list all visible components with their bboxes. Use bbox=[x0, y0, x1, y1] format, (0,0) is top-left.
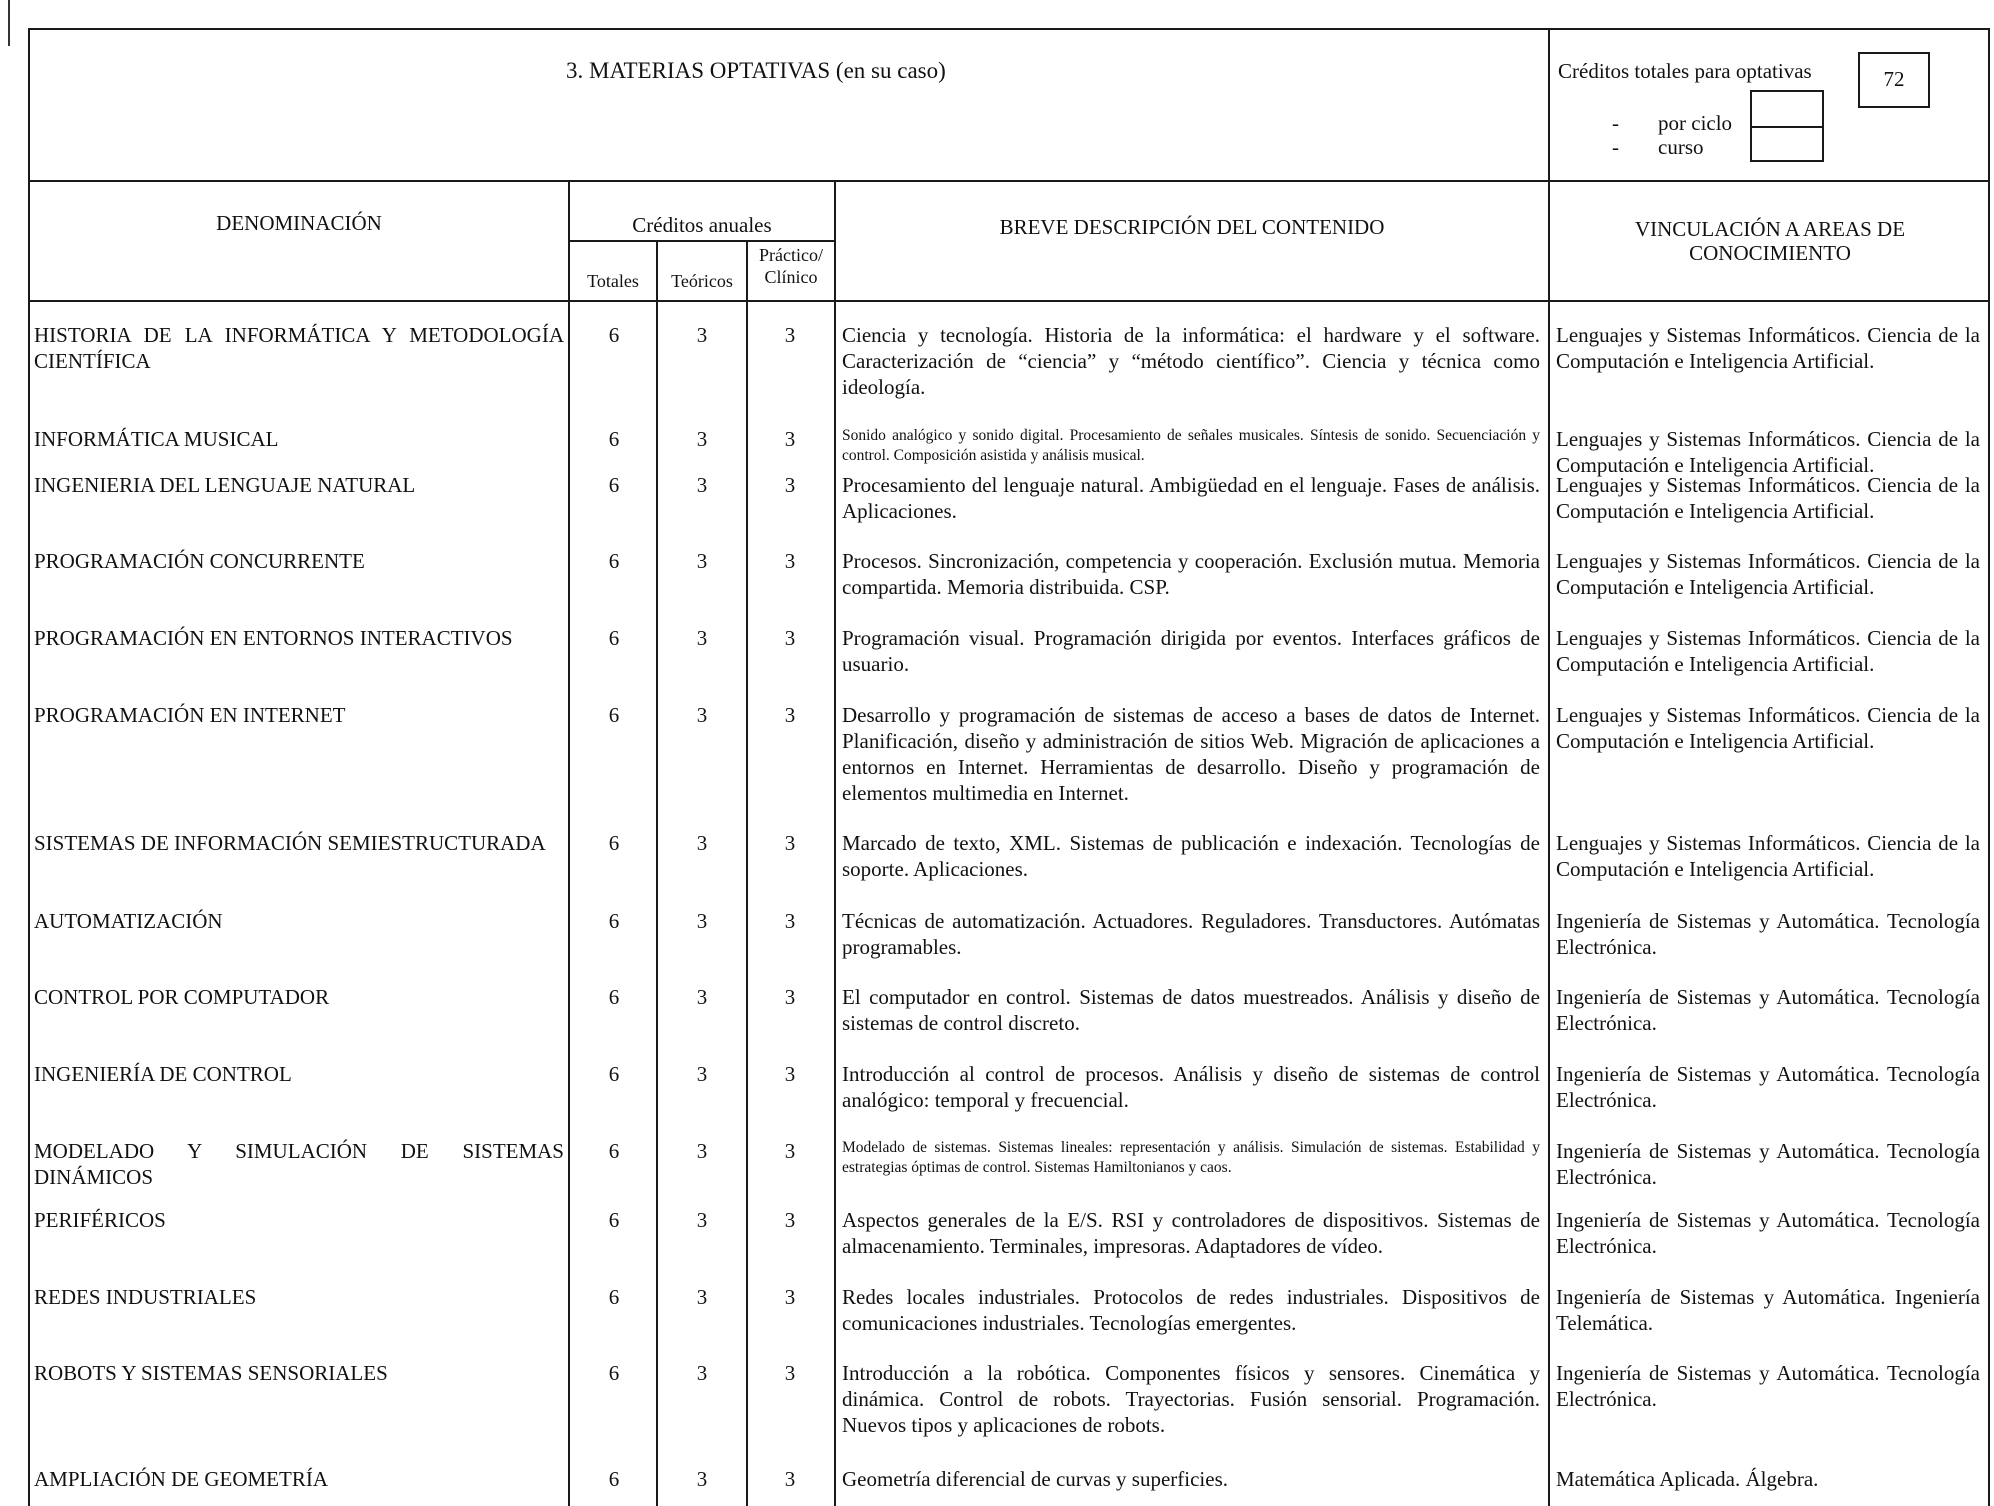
col-creditos-anuales: Créditos anuales bbox=[632, 213, 772, 237]
margin-mark bbox=[8, 0, 10, 46]
row-totales: 6 bbox=[608, 1208, 620, 1232]
row-name: MODELADO Y SIMULACIÓN DE SISTEMAS DINÁMICOS bbox=[34, 1139, 564, 1189]
col-descripcion: BREVE DESCRIPCIÓN DEL CONTENIDO bbox=[999, 215, 1385, 239]
col-denominacion: DENOMINACIÓN bbox=[216, 211, 382, 235]
row-name: PROGRAMACIÓN EN INTERNET bbox=[34, 703, 346, 727]
total-credits-value: 72 bbox=[1883, 67, 1905, 91]
row-totales: 6 bbox=[608, 1062, 620, 1086]
section-title: 3. MATERIAS OPTATIVAS (en su caso) bbox=[566, 58, 946, 83]
row-teoricos: 3 bbox=[696, 626, 708, 650]
row-name: PROGRAMACIÓN CONCURRENTE bbox=[34, 549, 365, 573]
row-teoricos: 3 bbox=[696, 985, 708, 1009]
row-name: AMPLIACIÓN DE GEOMETRÍA bbox=[34, 1467, 328, 1491]
row-description: Desarrollo y programación de sistemas de acceso a bases de datos de Internet. Planificación, diseño y administración de sitios Web. Migración de aplicaciones a entornos en Internet. Herramientas de desarrollo. Diseño y programación de elementos multimedia en Internet. bbox=[842, 703, 1540, 805]
row-name: INFORMÁTICA MUSICAL bbox=[34, 427, 279, 451]
row-description: Redes locales industriales. Protocolos de redes industriales. Dispositivos de comunicaciones industriales. Tecnologías emergentes. bbox=[842, 1285, 1540, 1335]
row-area: Lenguajes y Sistemas Informáticos. Ciencia de la Computación e Inteligencia Artificial. bbox=[1556, 831, 1980, 881]
row-practicos: 3 bbox=[784, 549, 796, 573]
row-practicos: 3 bbox=[784, 1285, 796, 1309]
body-line-1 bbox=[568, 300, 570, 1506]
row-practicos: 3 bbox=[784, 626, 796, 650]
row-area: Lenguajes y Sistemas Informáticos. Ciencia de la Computación e Inteligencia Artificial. bbox=[1556, 323, 1980, 373]
row-name: AUTOMATIZACIÓN bbox=[34, 909, 223, 933]
per-course-dash: - bbox=[1612, 135, 1619, 159]
row-teoricos: 3 bbox=[696, 1139, 708, 1163]
row-name: CONTROL POR COMPUTADOR bbox=[34, 985, 330, 1009]
row-area: Lenguajes y Sistemas Informáticos. Ciencia de la Computación e Inteligencia Artificial. bbox=[1556, 549, 1980, 599]
row-area: Ingeniería de Sistemas y Automática. Tecnología Electrónica. bbox=[1556, 1139, 1980, 1189]
row-name: ROBOTS Y SISTEMAS SENSORIALES bbox=[34, 1361, 388, 1385]
body-line-right bbox=[1988, 300, 1990, 1506]
row-totales: 6 bbox=[608, 473, 620, 497]
row-totales: 6 bbox=[608, 703, 620, 727]
row-description: Sonido analógico y sonido digital. Procesamiento de señales musicales. Síntesis de sonido. Secuenciación y control. Composición asistida y análisis musical. bbox=[842, 427, 1540, 464]
row-teoricos: 3 bbox=[696, 703, 708, 727]
row-name: PERIFÉRICOS bbox=[34, 1208, 166, 1232]
row-description: Procesamiento del lenguaje natural. Ambigüedad en el lenguaje. Fases de análisis. Aplicaciones. bbox=[842, 473, 1540, 523]
row-description: Aspectos generales de la E/S. RSI y controladores de dispositivos. Sistemas de almacenamiento. Terminales, impresoras. Adaptadores de vídeo. bbox=[842, 1208, 1540, 1258]
row-totales: 6 bbox=[608, 427, 620, 451]
row-description: Técnicas de automatización. Actuadores. Reguladores. Transductores. Autómatas programables. bbox=[842, 909, 1540, 959]
row-teoricos: 3 bbox=[696, 473, 708, 497]
body-line-4 bbox=[834, 300, 836, 1506]
row-description: Modelado de sistemas. Sistemas lineales: representación y análisis. Simulación de sistemas. Estabilidad y estrategias óptimas de control. Sistemas Hamiltonianos y caos. bbox=[842, 1139, 1540, 1176]
row-teoricos: 3 bbox=[696, 1285, 708, 1309]
row-area: Ingeniería de Sistemas y Automática. Tecnología Electrónica. bbox=[1556, 1208, 1980, 1258]
row-teoricos: 3 bbox=[696, 427, 708, 451]
row-area: Lenguajes y Sistemas Informáticos. Ciencia de la Computación e Inteligencia Artificial. bbox=[1556, 703, 1980, 753]
row-practicos: 3 bbox=[784, 1139, 796, 1163]
row-teoricos: 3 bbox=[696, 909, 708, 933]
row-teoricos: 3 bbox=[696, 831, 708, 855]
row-totales: 6 bbox=[608, 1361, 620, 1385]
row-practicos: 3 bbox=[784, 1467, 796, 1491]
col-vinculacion-2: CONOCIMIENTO bbox=[1689, 241, 1851, 265]
row-description: Geometría diferencial de curvas y superficies. bbox=[842, 1467, 1228, 1491]
row-practicos: 3 bbox=[784, 703, 796, 727]
col-teoricos: Teóricos bbox=[671, 271, 733, 291]
per-cycle-label: por ciclo bbox=[1658, 111, 1733, 135]
body-line-left bbox=[28, 300, 30, 1506]
row-name: HISTORIA DE LA INFORMÁTICA Y METODOLOGÍA CIENTÍFICA bbox=[34, 323, 564, 373]
row-practicos: 3 bbox=[784, 1062, 796, 1086]
row-practicos: 3 bbox=[784, 427, 796, 451]
row-totales: 6 bbox=[608, 549, 620, 573]
per-course-box bbox=[1750, 126, 1824, 162]
row-totales: 6 bbox=[608, 1467, 620, 1491]
header-divider bbox=[1548, 28, 1550, 182]
row-practicos: 3 bbox=[784, 985, 796, 1009]
row-description: Introducción a la robótica. Componentes físicos y sensores. Cinemática y dinámica. Control de robots. Trayectorias. Fusión sensorial. Programación. Nuevos tipos y aplicaciones de robots. bbox=[842, 1361, 1540, 1437]
per-course-label: curso bbox=[1658, 135, 1704, 159]
row-totales: 6 bbox=[608, 909, 620, 933]
row-name: INGENIERIA DEL LENGUAJE NATURAL bbox=[34, 473, 416, 497]
row-totales: 6 bbox=[608, 323, 620, 347]
per-cycle-box bbox=[1750, 90, 1824, 128]
row-practicos: 3 bbox=[784, 1361, 796, 1385]
row-teoricos: 3 bbox=[696, 549, 708, 573]
credits-sub-line bbox=[568, 240, 836, 242]
row-name: PROGRAMACIÓN EN ENTORNOS INTERACTIVOS bbox=[34, 626, 513, 650]
row-area: Matemática Aplicada. Álgebra. bbox=[1556, 1467, 1819, 1491]
row-name: INGENIERÍA DE CONTROL bbox=[34, 1062, 292, 1086]
row-teoricos: 3 bbox=[696, 1208, 708, 1232]
col-totales: Totales bbox=[587, 271, 639, 291]
row-name: REDES INDUSTRIALES bbox=[34, 1285, 257, 1309]
body-line-5 bbox=[1548, 300, 1550, 1506]
total-credits-label: Créditos totales para optativas bbox=[1558, 59, 1812, 83]
row-totales: 6 bbox=[608, 1139, 620, 1163]
row-area: Ingeniería de Sistemas y Automática. Tecnología Electrónica. bbox=[1556, 985, 1980, 1035]
row-practicos: 3 bbox=[784, 473, 796, 497]
row-totales: 6 bbox=[608, 985, 620, 1009]
row-teoricos: 3 bbox=[696, 1467, 708, 1491]
row-teoricos: 3 bbox=[696, 323, 708, 347]
row-name: SISTEMAS DE INFORMACIÓN SEMIESTRUCTURADA bbox=[34, 831, 546, 855]
row-teoricos: 3 bbox=[696, 1062, 708, 1086]
row-description: Procesos. Sincronización, competencia y cooperación. Exclusión mutua. Memoria compartida. Memoria distribuida. CSP. bbox=[842, 549, 1540, 599]
body-line-2 bbox=[656, 300, 658, 1506]
row-practicos: 3 bbox=[784, 1208, 796, 1232]
row-totales: 6 bbox=[608, 626, 620, 650]
col-vinculacion-1: VINCULACIÓN A AREAS DE bbox=[1634, 217, 1906, 241]
row-description: El computador en control. Sistemas de datos muestreados. Análisis y diseño de sistemas de control discreto. bbox=[842, 985, 1540, 1035]
row-area: Ingeniería de Sistemas y Automática. Tecnología Electrónica. bbox=[1556, 1062, 1980, 1112]
row-description: Introducción al control de procesos. Análisis y diseño de sistemas de control analógico: temporal y frecuencial. bbox=[842, 1062, 1540, 1112]
row-area: Lenguajes y Sistemas Informáticos. Ciencia de la Computación e Inteligencia Artificial. bbox=[1556, 427, 1980, 477]
row-practicos: 3 bbox=[784, 323, 796, 347]
col-practico-1: Práctico/ bbox=[759, 245, 823, 265]
row-practicos: 3 bbox=[784, 831, 796, 855]
row-description: Ciencia y tecnología. Historia de la informática: el hardware y el software. Caracterización de “ciencia” y “método científico”. Ciencia y técnica como ideología. bbox=[842, 323, 1540, 399]
row-totales: 6 bbox=[608, 831, 620, 855]
row-description: Programación visual. Programación dirigida por eventos. Interfaces gráficos de usuario. bbox=[842, 626, 1540, 676]
col-practico-2: Clínico bbox=[764, 267, 818, 287]
row-totales: 6 bbox=[608, 1285, 620, 1309]
row-description: Marcado de texto, XML. Sistemas de publicación e indexación. Tecnologías de soporte. Aplicaciones. bbox=[842, 831, 1540, 881]
per-cycle-dash: - bbox=[1612, 111, 1619, 135]
row-area: Ingeniería de Sistemas y Automática. Ingeniería Telemática. bbox=[1556, 1285, 1980, 1335]
row-area: Lenguajes y Sistemas Informáticos. Ciencia de la Computación e Inteligencia Artificial. bbox=[1556, 473, 1980, 523]
row-area: Lenguajes y Sistemas Informáticos. Ciencia de la Computación e Inteligencia Artificial. bbox=[1556, 626, 1980, 676]
row-teoricos: 3 bbox=[696, 1361, 708, 1385]
row-area: Ingeniería de Sistemas y Automática. Tecnología Electrónica. bbox=[1556, 1361, 1980, 1411]
row-area: Ingeniería de Sistemas y Automática. Tecnología Electrónica. bbox=[1556, 909, 1980, 959]
row-practicos: 3 bbox=[784, 909, 796, 933]
